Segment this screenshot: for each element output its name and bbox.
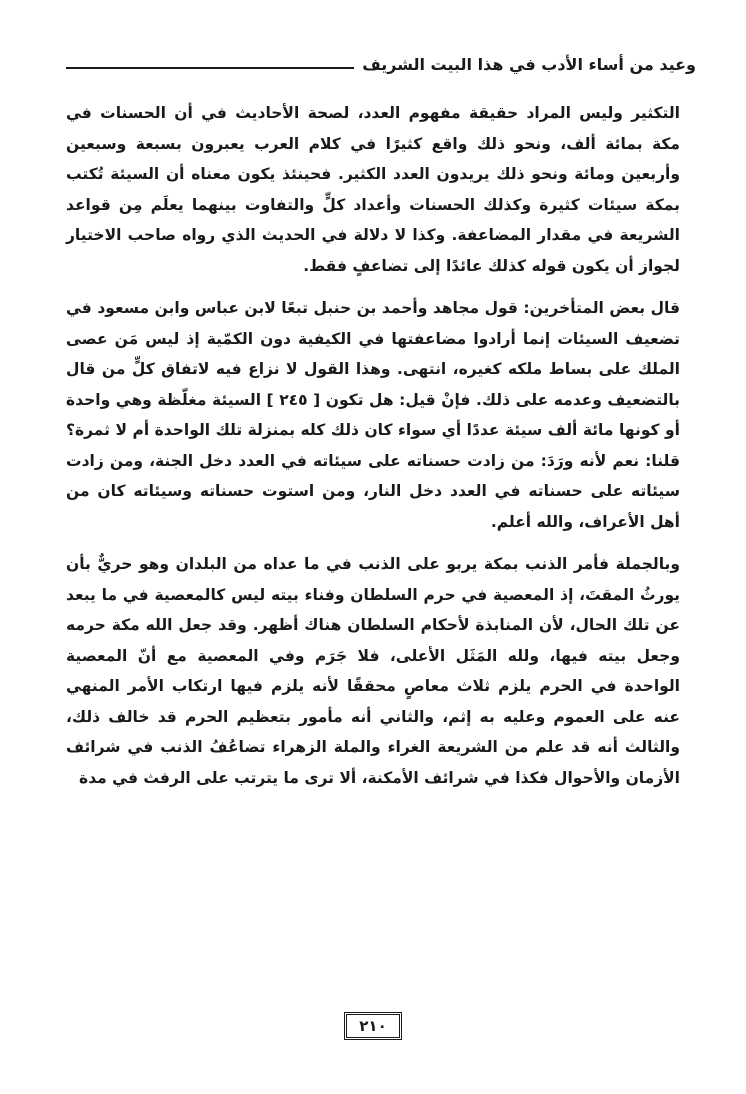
running-header [66, 52, 696, 78]
running-header-title: وعيد من أساء الأدب في هذا البيت الشريف [362, 55, 696, 74]
paragraph: التكثير وليس المراد حقيقة مفهوم العدد، لصحة الأحاديث في أن الحسنات في مكة بمائة ألف، ونحو ذلك واقع كثيرًا في كلام العرب يعبرون بسبعة وسبعين وأربعين ومائة ونحو ذلك يريدون العدد الكثير. فحينئذ يكون معناه أن السيئة تُكتب بمكة سيئات كثيرة وكذلك الحسنات وأعداد كلٍّ والتفاوت بينهما يعلَم مِن قواعد الشريعة في مقدار المضاعفة. وكذا لا دلالة في الحديث الذي رواه صاحب الاختيار لجواز أن يكون قوله كذلك عائدًا إلى تضاعفٍ فقط. [66, 104, 680, 275]
paragraph: قال بعض المتأخرين: قول مجاهد وأحمد بن حنبل تبعًا لابن عباس وابن مسعود في تضعيف السيئات إنما أرادوا مضاعفتها في الكيفية دون الكمّية إذ ليس مَن عصى الملك على بساط ملكه كغيره، انتهى. وهذا القول لا نزاع فيه لاتفاق كلٍّ من قال بالتضعيف وعدمه على ذلك. فإنْ قيل: هل تكون [ ٢٤٥ ] السيئة مغلّظة وهي واحدة أو كونها مائة ألف سيئة عددًا أي سواء كان ذلك كله بمنزلة تلك الواحدة أم لا ثمرة؟ قلنا: نعم لأنه ورَدَ: من زادت حسناته على سيئاته في العدد دخل الجنة، ومن زادت سيئاته على حسناته في العدد دخل النار، ومن استوت حسناته وسيئاته كان من أهل الأعراف، والله أعلم. [66, 299, 681, 531]
body-text [66, 98, 680, 805]
page-number: ٢١٠ [344, 1012, 402, 1040]
page-footer [0, 1012, 746, 1040]
paragraph: وبالجملة فأمر الذنب بمكة يربو على الذنب في ما عداه من البلدان وهو حريٌّ بأن يورثُ المقتَ، إذ المعصية في حرم السلطان وفناء بيته ليس كالمعصية في ما يبعد عن تلك الحال، لأن المنابذة لأحكام السلطان هناك أظهر. وقد جعل الله مكة حرمه وجعل بيته فيها، ولله المَثَل الأعلى، فلا جَرَم وفي المعصية مع أنّ المعصية الواحدة في الحرم يلزم ثلاث معاصٍ محققًا لأنه يلزم فيها ارتكاب الأمر المنهي عنه على العموم وعليه به إثم، والثاني أنه مأمور بتعظيم الحرم قد خالف ذلك، والثالث أنه قد علم من الشريعة الغراء والملة الزهراء تضاعُفُ الذنب في شرائف الأزمان والأحوال فكذا في شرائف الأمكنة، ألا ترى ما يترتب على الرفث في مدة [66, 555, 680, 787]
header-rule [66, 67, 354, 69]
